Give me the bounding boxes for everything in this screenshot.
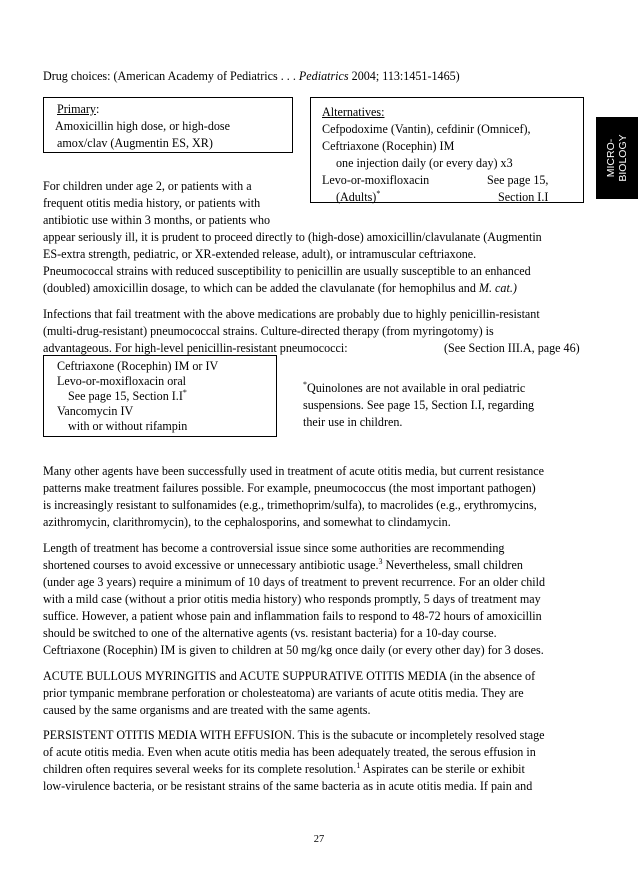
resistant-line5: with or without rifampin bbox=[68, 419, 188, 433]
para5-line1: ACUTE BULLOUS MYRINGITIS and ACUTE SUPPURATIVE OTITIS MEDIA (in the absence of bbox=[43, 669, 536, 683]
header-text-post: 2004; 113:1451-1465) bbox=[348, 69, 460, 83]
primary-line2: amox/clav (Augmentin ES, XR) bbox=[57, 136, 213, 150]
resistant-line4: Vancomycin IV bbox=[57, 404, 134, 418]
para2-line3: advantageous. For high-level penicillin-resistant pneumococci: bbox=[43, 341, 348, 355]
para3-line4: azithromycin, clarithromycin), to the cephalosporins, and somewhat to clindamycin. bbox=[43, 515, 451, 529]
resistant-regimen-box bbox=[43, 355, 277, 437]
para4-line2-text: shortened courses to avoid excessive or unnecessary antibiotic usage. bbox=[43, 558, 379, 572]
footnote-line3: their use in children. bbox=[303, 415, 403, 429]
para6-reference-1: 1 bbox=[356, 761, 361, 770]
para3-line1: Many other agents have been successfully used in treatment of acute otitis media, but current resistance bbox=[43, 464, 545, 478]
para6-line3-rest: Aspirates can be sterile or exhibit bbox=[360, 762, 525, 776]
para1-line6: Pneumococcal strains with reduced susceptibility to penicillin are usually susceptible to an enhanced bbox=[43, 264, 531, 278]
para2-section-reference: (See Section III.A, page 46) bbox=[444, 341, 580, 355]
header-journal: Pediatrics bbox=[298, 69, 349, 83]
resistant-line2: Levo-or-moxifloxacin oral bbox=[57, 374, 187, 388]
para1-line7-italic: M. cat.) bbox=[478, 281, 517, 295]
para4-line1: Length of treatment has become a controversial issue since some authorities are recommending bbox=[43, 541, 505, 555]
para6-line1: PERSISTENT OTITIS MEDIA WITH EFFUSION. This is the subacute or incompletely resolved stage bbox=[43, 728, 545, 742]
footnote-line1 bbox=[303, 380, 525, 397]
para1-line7-text: (doubled) amoxicillin dosage, to which can be added the clavulanate (for hemophilus and bbox=[43, 281, 479, 295]
para3-line2: patterns make treatment failures possible. For example, pneumococcus (the most important pathogen) bbox=[43, 481, 536, 495]
para5-line2: prior tympanic membrane perforation or cholesteatoma) are variants of acute otitis media. They are bbox=[43, 686, 524, 700]
footnote-line1-text: Quinolones are not available in oral pediatric bbox=[307, 381, 526, 395]
para6-line3 bbox=[43, 761, 525, 778]
resistant-asterisk: * bbox=[182, 388, 187, 397]
section-tab-line1: MICRO- bbox=[605, 138, 617, 178]
para4-line2 bbox=[43, 557, 523, 574]
primary-colon: : bbox=[95, 102, 100, 116]
drug-choices-header bbox=[43, 68, 460, 85]
primary-box bbox=[43, 97, 293, 153]
para4-line6: should be switched to one of the alternative agents (vs. resistant bacteria) for a 10-day course. bbox=[43, 626, 497, 640]
para3-line3: is increasingly resistant to sulfonamides (e.g., trimethoprim/sulfa), to macrolides (e.g., erythromycins, bbox=[43, 498, 537, 512]
footnote-line2: suspensions. See page 15, Section I.I, regarding bbox=[303, 398, 535, 412]
header-text-pre: Drug choices: (American Academy of Pediatrics . . . bbox=[43, 69, 299, 83]
para6-line4: low-virulence bacteria, or be resistant strains of the same bacteria as in acute otitis media. If pain and bbox=[43, 779, 533, 793]
para1-line5: ES-extra strength, pediatric, or XR-extended release, adult), or intramuscular ceftriaxone. bbox=[43, 247, 477, 261]
alternatives-line3: one injection daily (or every day) x3 bbox=[336, 156, 513, 170]
para1-line7 bbox=[43, 280, 517, 297]
primary-line1: Amoxicillin high dose, or high-dose bbox=[55, 119, 231, 133]
footnote-asterisk: * bbox=[303, 380, 307, 389]
page-number: 27 bbox=[313, 834, 325, 845]
section-tab-line2: BIOLOGY bbox=[617, 134, 629, 182]
para1-line2: frequent otitis media history, or patients with bbox=[43, 196, 261, 210]
alternatives-heading: Alternatives: bbox=[322, 105, 385, 119]
primary-heading: Primary bbox=[57, 102, 96, 116]
resistant-line3-text: See page 15, Section I.I bbox=[68, 389, 183, 403]
alternatives-line5-adults bbox=[336, 189, 380, 206]
para4-line5: suffice. However, a patient whose pain and inflammation fails to respond to 48-72 hours of amoxicillin bbox=[43, 609, 542, 623]
primary-heading-row bbox=[57, 101, 99, 118]
alternatives-box bbox=[310, 97, 584, 203]
para4-line4: with a mild case (without a prior otitis media history) who responds promptly, 5 days of treatment may bbox=[43, 592, 541, 606]
section-tab-microbiology bbox=[596, 117, 638, 199]
alternatives-line4-drug: Levo-or-moxifloxacin bbox=[322, 173, 430, 187]
alternatives-line5-ref: Section I.I bbox=[498, 190, 549, 204]
para5-line3: caused by the same organisms and are treated with the same agents. bbox=[43, 703, 371, 717]
para4-line2-rest: Nevertheless, small children bbox=[382, 558, 523, 572]
para1-line3: antibiotic use within 3 months, or patients who bbox=[43, 213, 271, 227]
para4-line7: Ceftriaxone (Rocephin) IM is given to children at 50 mg/kg once daily (or every other day) for 3 doses. bbox=[43, 643, 544, 657]
para4-line3: (under age 3 years) require a minimum of 10 days of treatment to prevent recurrence. For an older child bbox=[43, 575, 546, 589]
alternatives-line4-ref: See page 15, bbox=[487, 173, 549, 187]
para6-line3-text: children often requires several weeks for its complete resolution. bbox=[43, 762, 357, 776]
para4-reference-3: 3 bbox=[378, 557, 383, 566]
para1-line1: For children under age 2, or patients with a bbox=[43, 179, 252, 193]
section-tab-label bbox=[605, 134, 629, 181]
para6-line2: of acute otitis media. Even when acute otitis media has been adequately treated, the serous effusion in bbox=[43, 745, 536, 759]
resistant-line1: Ceftriaxone (Rocephin) IM or IV bbox=[57, 359, 219, 373]
para1-line4: appear seriously ill, it is prudent to proceed directly to (high-dose) amoxicillin/clavulanate (Augmentin bbox=[43, 230, 542, 244]
alternatives-line2: Ceftriaxone (Rocephin) IM bbox=[322, 139, 455, 153]
alternatives-asterisk: * bbox=[376, 189, 381, 198]
alternatives-line1: Cefpodoxime (Vantin), cefdinir (Omnicef), bbox=[322, 122, 531, 136]
para2-line2: (multi-drug-resistant) pneumococcal strains. Culture-directed therapy (from myringotomy) is bbox=[43, 324, 494, 338]
alternatives-adults: (Adults) bbox=[336, 190, 377, 204]
para2-line1: Infections that fail treatment with the above medications are probably due to highly penicillin-resistant bbox=[43, 307, 540, 321]
